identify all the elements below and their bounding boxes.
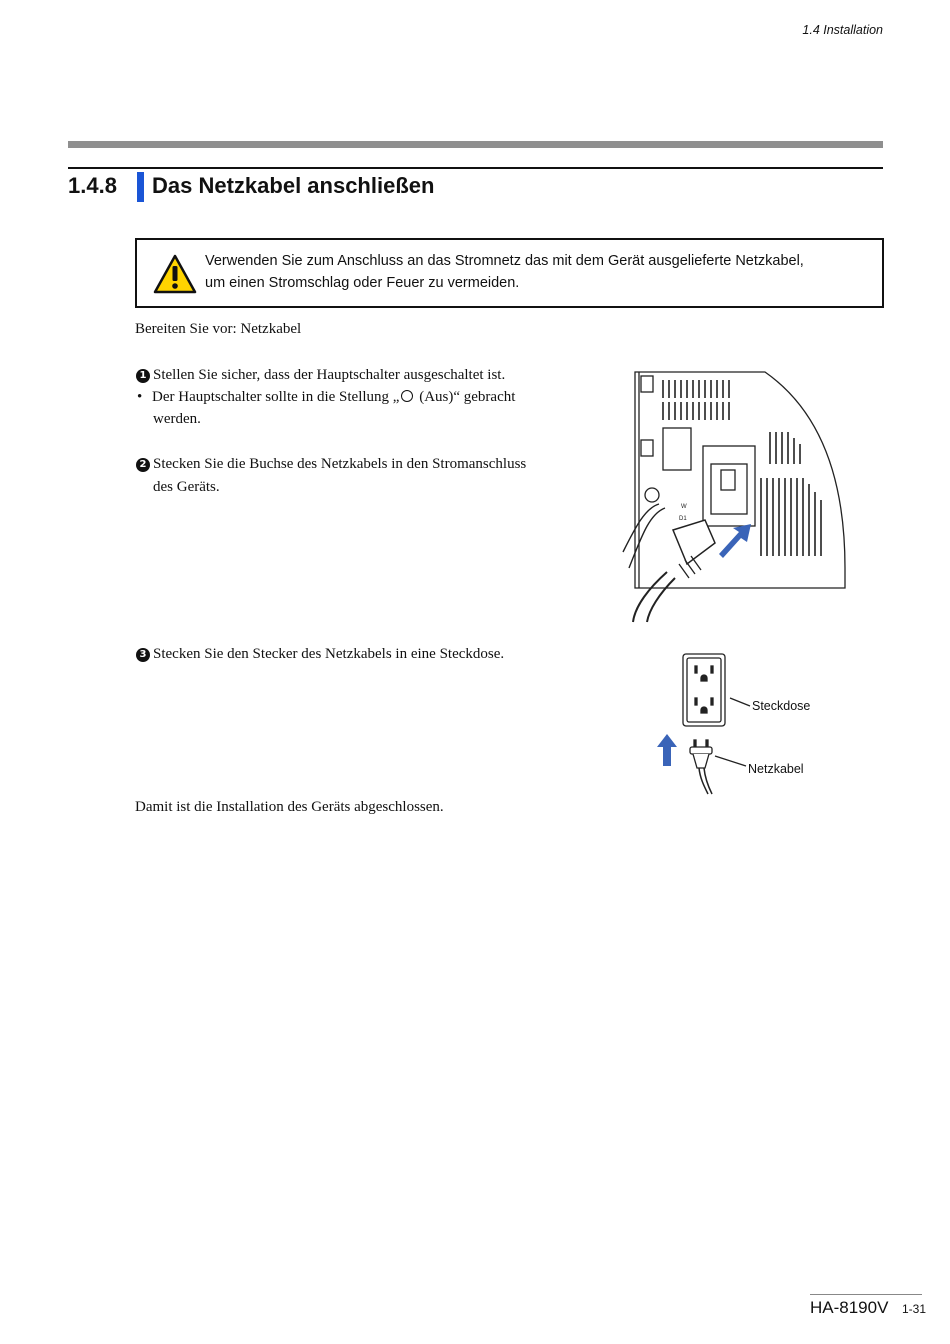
- step-1-text: Stellen Sie sicher, dass der Hauptschalter ausgeschaltet ist.: [153, 367, 506, 383]
- warning-triangle-icon: [153, 254, 197, 294]
- section-rule: [68, 167, 883, 169]
- cable-label: Netzkabel: [748, 762, 804, 776]
- step-2: [136, 456, 526, 473]
- push-up-arrow-icon: [657, 734, 677, 766]
- closing-text: Damit ist die Installation des Geräts abgeschlossen.: [135, 799, 444, 815]
- running-head: 1.4 Installation: [802, 23, 883, 37]
- step-1: [136, 367, 505, 384]
- note-text-after: (Aus)“ gebracht: [415, 389, 516, 405]
- note-bullet: •: [137, 389, 143, 405]
- outlet-label: Steckdose: [752, 699, 811, 713]
- footer-rule: [810, 1294, 922, 1295]
- warning-box: [135, 238, 884, 308]
- step-2-text-line2: des Geräts.: [153, 479, 220, 495]
- page-number: 1-31: [902, 1302, 927, 1316]
- off-symbol-icon: [401, 390, 413, 402]
- panel-label-w: W: [681, 504, 687, 510]
- step-3: [136, 646, 504, 663]
- panel-label-d1: D1: [679, 516, 687, 522]
- header-gray-rule: [68, 141, 883, 148]
- rear-panel-illustration: [615, 368, 860, 624]
- step-3-text: Stecken Sie den Stecker des Netzkabels in eine Steckdose.: [153, 646, 505, 662]
- step-1-note: [137, 389, 515, 406]
- note-text-before: Der Hauptschalter sollte in die Stellung „: [152, 389, 400, 405]
- step-2-text-line1: Stecken Sie die Buchse des Netzkabels in den Stromanschluss: [153, 456, 527, 472]
- step-1-note-cont: werden.: [153, 411, 201, 427]
- warning-text-line1: Verwenden Sie zum Anschluss an das Stromnetz das mit dem Gerät ausgelieferte Netzkabel,: [205, 253, 804, 269]
- step-1-badge: 1: [136, 369, 150, 383]
- warning-text-line2: um einen Stromschlag oder Feuer zu vermeiden.: [205, 275, 520, 291]
- model-name: HA-8190V: [810, 1298, 889, 1317]
- step-3-badge: 3: [136, 648, 150, 662]
- section-number: 1.4.8: [68, 173, 117, 198]
- step-2-badge: 2: [136, 458, 150, 472]
- section-accent-bar: [137, 172, 144, 202]
- prepare-text: Bereiten Sie vor: Netzkabel: [135, 321, 302, 337]
- section-title: Das Netzkabel anschließen: [152, 173, 435, 198]
